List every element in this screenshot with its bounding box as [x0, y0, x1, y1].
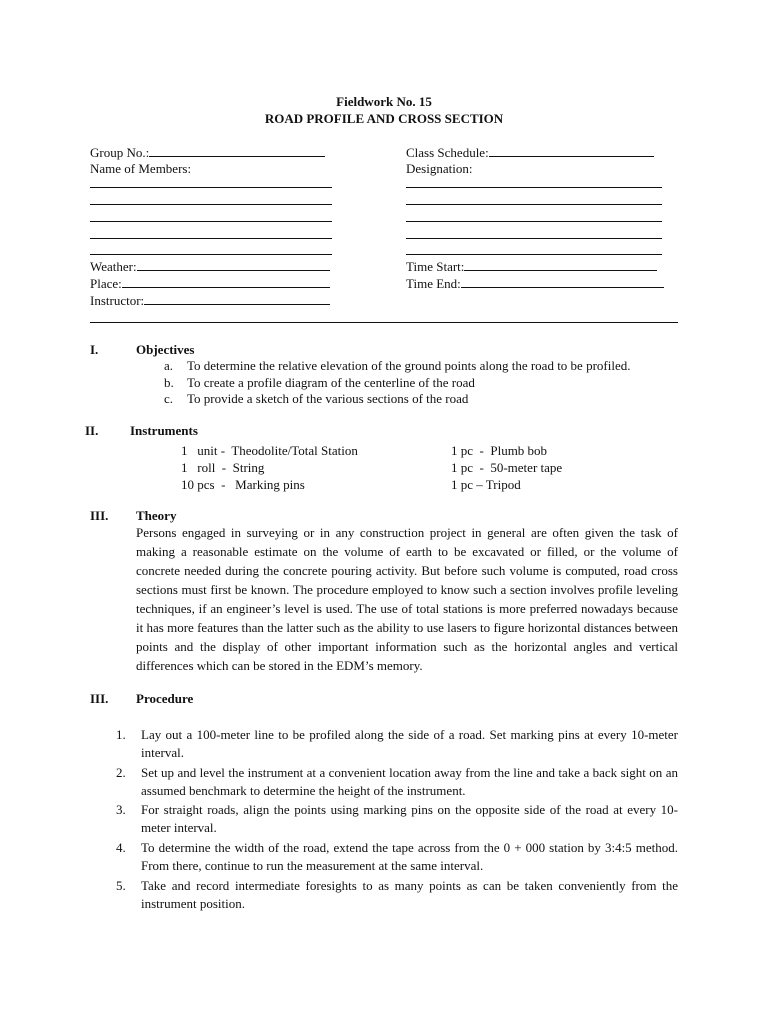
member-blank-5: [90, 254, 332, 255]
document-title: ROAD PROFILE AND CROSS SECTION: [264, 111, 504, 126]
instrument-item: 10 pcs - Marking pins: [181, 477, 305, 492]
objectives-number: I.: [90, 342, 99, 357]
time-end-blank: [461, 274, 664, 288]
designation-label: Designation:: [406, 161, 473, 176]
instrument-item: 1 pc – Tripod: [451, 477, 521, 492]
instrument-item: 1 pc - 50-meter tape: [451, 460, 563, 475]
section-divider: [90, 322, 678, 323]
step-text: To determine the width of the road, extend the tape across from the 0 + 000 station by 3:4:5 method. From there, continue to run the measurement at the same interval.: [141, 840, 678, 873]
instrument-item: 1 roll - String: [181, 460, 265, 475]
objective-marker: c.: [164, 391, 174, 406]
weather-field: [90, 257, 330, 275]
time-start-blank: [464, 257, 657, 271]
designation-blank-1: [406, 187, 662, 188]
objective-marker: a.: [164, 358, 174, 373]
class-schedule-field: [406, 143, 654, 161]
instructor-label: Instructor:: [90, 293, 145, 308]
instructor-field: [90, 291, 330, 309]
designation-blank-2: [406, 204, 662, 205]
step-text: Lay out a 100-meter line to be profiled along the side of a road. Set marking pins at every 10-meter interval.: [141, 727, 678, 760]
member-blank-1: [90, 187, 332, 188]
procedure-heading: Procedure: [136, 691, 194, 706]
place-field: [90, 274, 330, 292]
place-blank: [122, 274, 330, 288]
objective-marker: b.: [164, 375, 174, 390]
instrument-item: 1 unit - Theodolite/Total Station: [181, 443, 358, 458]
objectives-heading: Objectives: [136, 342, 195, 357]
weather-blank: [137, 257, 330, 271]
time-start-field: [406, 257, 657, 275]
designation-blank-4: [406, 238, 662, 239]
weather-label: Weather:: [90, 259, 137, 274]
step-number: 3.: [116, 802, 126, 817]
instrument-item: 1 pc - Plumb bob: [451, 443, 548, 458]
designation-blank-5: [406, 254, 662, 255]
step-text: For straight roads, align the points using marking pins on the opposite side of the road at every 10-meter interval.: [141, 802, 678, 835]
time-start-label: Time Start:: [406, 259, 465, 274]
step-number: 1.: [116, 727, 126, 742]
member-blank-3: [90, 221, 332, 222]
theory-heading: Theory: [136, 508, 177, 523]
class-schedule-label: Class Schedule:: [406, 145, 489, 160]
designation-blank-3: [406, 221, 662, 222]
objective-text: To create a profile diagram of the centerline of the road: [187, 375, 475, 390]
class-schedule-blank: [489, 143, 654, 157]
step-number: 5.: [116, 878, 126, 893]
fieldwork-number: Fieldwork No. 15: [336, 94, 432, 109]
members-label: Name of Members:: [90, 161, 192, 176]
step-number: 4.: [116, 840, 126, 855]
instructor-blank: [144, 291, 330, 305]
objective-text: To provide a sketch of the various sections of the road: [187, 391, 469, 406]
instruments-number: II.: [85, 423, 99, 438]
group-no-blank: [149, 143, 325, 157]
place-label: Place:: [90, 276, 122, 291]
group-no-field: [90, 143, 325, 161]
time-end-field: [406, 274, 664, 292]
step-number: 2.: [116, 765, 126, 780]
member-blank-2: [90, 204, 332, 205]
procedure-number: III.: [90, 691, 109, 706]
objective-text: To determine the relative elevation of the ground points along the road to be profiled.: [187, 358, 631, 373]
theory-paragraph: Persons engaged in surveying or in any construction project in general are often given the task of making a reasonable estimate on the volume of earth to be excavated or filled, or the volume of concrete needed during the concrete pouring activity. But before such volume is computed, road cross sections must first be known. The procedure employed to know such a section involves profile leveling techniques, if an engineer’s level is used. The use of total stations is more preferred nowadays because it has more features than the latter such as the ability to use lasers to figure horizontal distances between points and the display of other important information such as the horizontal angles and vertical differences which can be stored in the EDM’s memory.: [136, 525, 678, 673]
step-text: Set up and level the instrument at a convenient location away from the line and take a back sight on an assumed benchmark to determine the height of the instrument.: [141, 765, 678, 798]
member-blank-4: [90, 238, 332, 239]
theory-number: III.: [90, 508, 109, 523]
time-end-label: Time End:: [406, 276, 461, 291]
group-no-label: Group No.:: [90, 145, 150, 160]
step-text: Take and record intermediate foresights to as many points as can be taken conveniently from the instrument position.: [141, 878, 678, 911]
instruments-heading: Instruments: [130, 423, 198, 438]
